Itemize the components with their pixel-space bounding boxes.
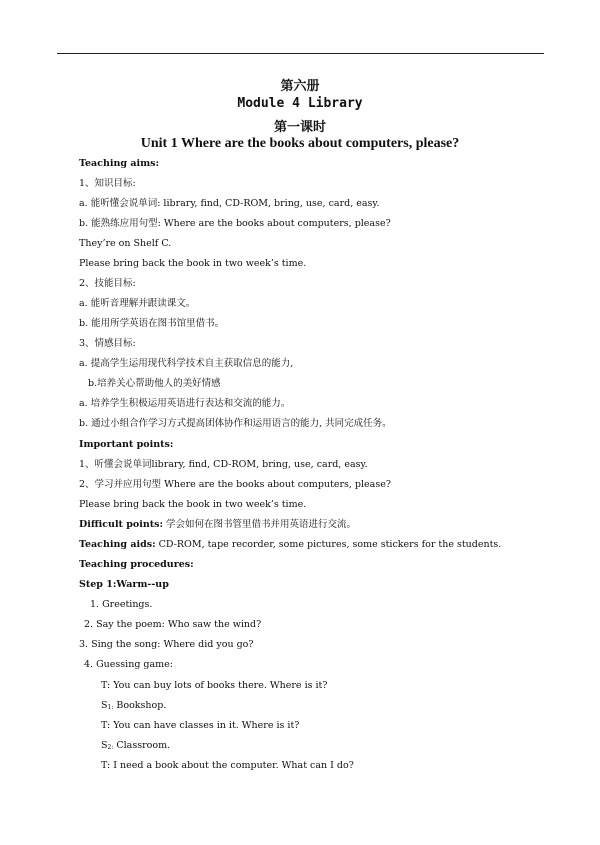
header-rule — [57, 53, 544, 54]
knowledge-b2: They’re on Shelf C. — [79, 238, 172, 249]
knowledge-b: b. 能熟练应用句型: Where are the books about computers, please? — [79, 218, 391, 229]
module-title: Module 4 Library — [237, 96, 363, 111]
skill-b: b. 能用所学英语在图书馆里借书。 — [79, 318, 225, 329]
guess-line-4 — [101, 740, 170, 754]
procedures-heading: Teaching procedures: — [79, 559, 194, 570]
guess-speaker-1: S — [101, 700, 108, 711]
teaching-aims-heading: Teaching aims: — [79, 158, 160, 169]
teaching-aids-text: CD-ROM, tape recorder, some pictures, some stickers for the students. — [155, 539, 502, 550]
difficult-points-text: 学会如何在图书管里借书并用英语进行交流。 — [163, 519, 357, 530]
procedure-item-3: 3. Sing the song: Where did you go? — [79, 639, 254, 650]
guess-answer-1: Bookshop. — [113, 700, 167, 711]
knowledge-a: a. 能听懂会说单词: library, find, CD-ROM, bring, use, card, easy. — [79, 198, 380, 209]
difficult-points — [79, 519, 356, 531]
guess-speaker-1-sub: 1: — [107, 704, 114, 711]
procedure-item-2: 2. Say the poem: Who saw the wind? — [84, 619, 262, 630]
important-point-1: 1、听懂会说单词library, find, CD-ROM, bring, use, card, easy. — [79, 459, 368, 470]
procedure-item-4: 4. Guessing game: — [84, 659, 173, 670]
step-1-heading: Step 1:Warm--up — [79, 579, 169, 590]
knowledge-b3: Please bring back the book in two week’s time. — [79, 258, 307, 269]
guess-speaker-2-sub: 2: — [107, 744, 114, 751]
teaching-aids-label: Teaching aids: — [79, 539, 156, 550]
emotion-heading: 3、情感目标: — [79, 338, 136, 349]
skill-heading: 2、技能目标: — [79, 278, 136, 289]
important-points-heading: Important points: — [79, 439, 174, 450]
guess-line-5: T: I need a book about the computer. What can I do? — [101, 760, 354, 771]
guess-line-3: T: You can have classes in it. Where is it? — [101, 720, 300, 731]
important-point-3: Please bring back the book in two week’s time. — [79, 499, 307, 510]
book-title: 第六册 — [280, 79, 320, 94]
emotion-a: a. 提高学生运用现代科学技术自主获取信息的能力, — [79, 358, 294, 369]
emotion-b: b.培养关心帮助他人的美好情感 — [88, 378, 221, 389]
emotion-a2: a. 培养学生积极运用英语进行表达和交流的能力。 — [79, 398, 291, 409]
emotion-b2: b. 通过小组合作学习方式提高团体协作和运用语言的能力, 共同完成任务。 — [79, 418, 392, 429]
knowledge-heading: 1、知识目标: — [79, 178, 136, 189]
skill-a: a. 能听音理解并跟读课文。 — [79, 298, 196, 309]
guess-line-2 — [101, 700, 166, 714]
difficult-points-label: Difficult points: — [79, 519, 163, 530]
unit-title: Unit 1 Where are the books about computers, please? — [140, 136, 460, 151]
guess-line-1: T: You can buy lots of books there. Where is it? — [101, 680, 328, 691]
lesson-title: 第一课时 — [273, 120, 326, 135]
procedure-item-1: 1. Greetings. — [90, 599, 153, 610]
teaching-aids — [79, 539, 501, 551]
important-point-2: 2、学习并应用句型 Where are the books about computers, please? — [79, 479, 391, 490]
guess-answer-2: Classroom. — [113, 740, 171, 751]
guess-speaker-2: S — [101, 740, 108, 751]
